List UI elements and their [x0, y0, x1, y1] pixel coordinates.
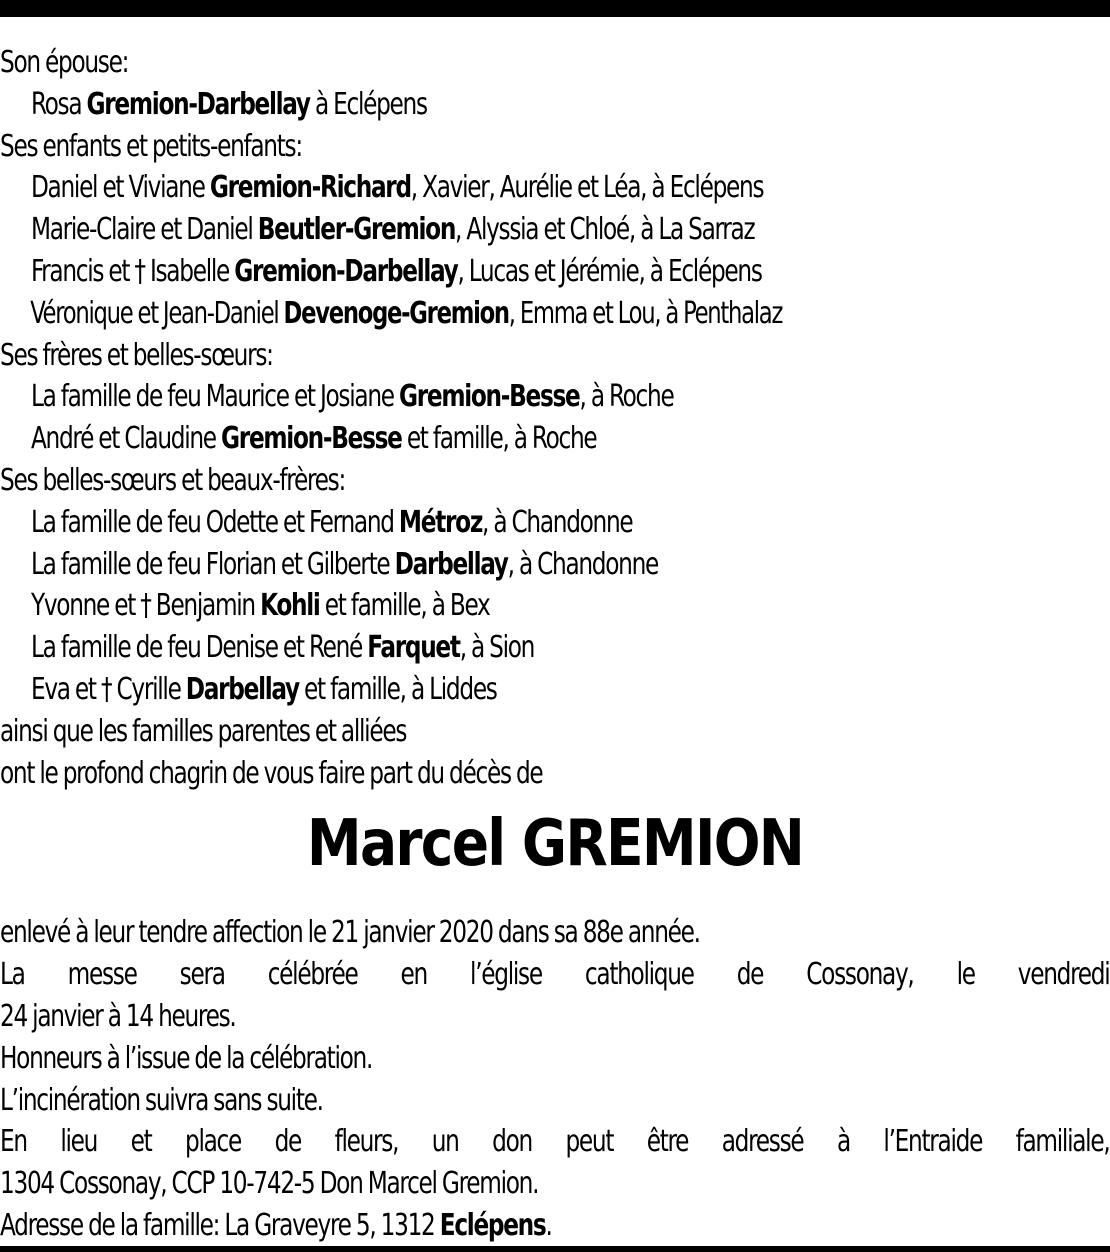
family-line: Véronique et Jean-Daniel Devenoge-Gremion, Emma et Lou, à Penthalaz — [30, 295, 783, 331]
relatives-line: ainsi que les familles parentes et alliées — [0, 713, 407, 749]
family-surname: Farquet — [367, 630, 460, 666]
family-line: La famille de feu Florian et Gilberte Darbellay, à Chandonne — [30, 546, 659, 582]
family-line: La famille de feu Odette et Fernand Métroz, à Chandonne — [30, 504, 633, 540]
family-surname: Gremion-Darbellay — [86, 86, 310, 122]
family-line: Francis et † Isabelle Gremion-Darbellay, Lucas et Jérémie, à Eclépens — [30, 253, 762, 289]
mass-line: La messe sera célébrée en l’église catholique de Cossonay, le vendredi — [0, 957, 1110, 993]
heading-in-laws: Ses belles-sœurs et beaux-frères: — [0, 462, 345, 498]
address-town: Eclépens — [439, 1207, 546, 1243]
heading-children: Ses enfants et petits-enfants: — [0, 128, 302, 164]
heading-siblings: Ses frères et belles-sœurs: — [0, 337, 273, 373]
family-address-line: Adresse de la famille: La Graveyre 5, 1312 Eclépens. — [0, 1207, 552, 1243]
family-line: La famille de feu Denise et René Farquet, à Sion — [30, 630, 535, 666]
family-surname: Gremion-Darbellay — [234, 253, 458, 289]
obituary-notice — [0, 42, 1110, 1247]
family-surname: Gremion-Besse — [398, 379, 580, 415]
donation-line: En lieu et place de fleurs, un don peut être adressé à l’Entraide familiale, — [0, 1124, 1110, 1160]
family-line: La famille de feu Maurice et Josiane Gremion-Besse, à Roche — [30, 379, 674, 415]
donation-account-line: 1304 Cossonay, CCP 10-742-5 Don Marcel Gremion. — [0, 1166, 539, 1202]
family-line: Yvonne et † Benjamin Kohli et famille, à Bex — [30, 588, 490, 624]
family-surname: Gremion-Richard — [209, 170, 411, 206]
bottom-rule — [0, 1246, 1110, 1252]
family-line: Eva et † Cyrille Darbellay et famille, à Liddes — [30, 671, 497, 707]
cremation-line: L’incinération suivra sans suite. — [0, 1082, 323, 1118]
family-line: André et Claudine Gremion-Besse et famille, à Roche — [30, 421, 597, 457]
deceased-name: Marcel GREMION — [306, 807, 804, 882]
honours-line: Honneurs à l’issue de la célébration. — [0, 1040, 373, 1076]
family-line: Rosa Gremion-Darbellay à Eclépens — [30, 86, 427, 122]
family-surname: Métroz — [398, 504, 483, 540]
family-surname: Darbellay — [394, 546, 508, 582]
family-surname: Kohli — [260, 588, 320, 624]
family-surname: Darbellay — [185, 671, 299, 707]
top-rule — [0, 0, 1110, 17]
announcement-line: ont le profond chagrin de vous faire part du décès de — [0, 755, 543, 791]
death-date-line: enlevé à leur tendre affection le 21 janvier 2020 dans sa 88e année. — [0, 915, 700, 951]
family-line: Daniel et Viviane Gremion-Richard, Xavier, Aurélie et Léa, à Eclépens — [30, 170, 764, 206]
family-line: Marie-Claire et Daniel Beutler-Gremion, Alyssia et Chloé, à La Sarraz — [30, 212, 755, 248]
mass-date-line: 24 janvier à 14 heures. — [0, 998, 236, 1034]
family-surname: Beutler-Gremion — [257, 212, 456, 248]
family-surname: Gremion-Besse — [221, 421, 402, 457]
heading-spouse: Son épouse: — [0, 45, 129, 80]
family-surname: Devenoge-Gremion — [283, 295, 509, 331]
